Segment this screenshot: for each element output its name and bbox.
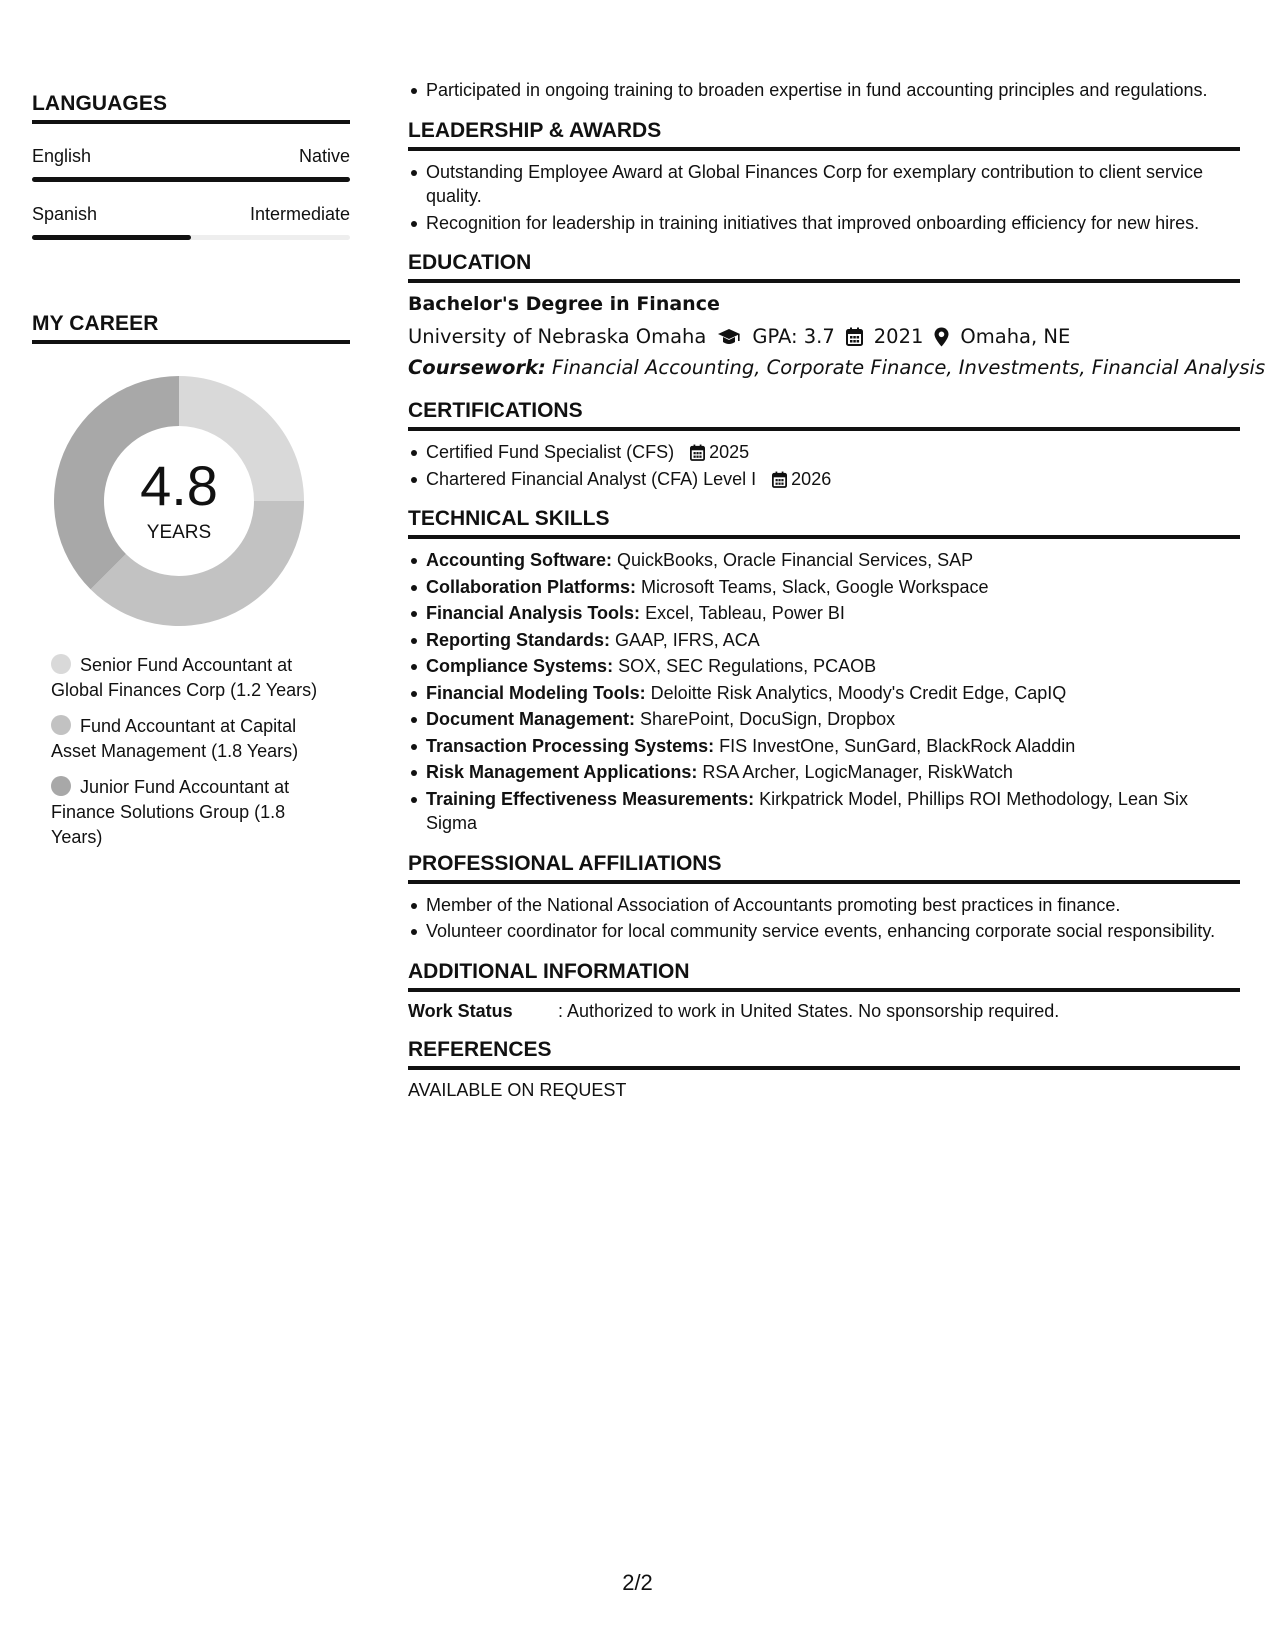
career-donut-chart bbox=[54, 376, 304, 626]
skill-value: GAAP, IFRS, ACA bbox=[610, 629, 760, 650]
skill-value: Kirkpatrick Model, Phillips ROI Methodology, Lean Six Sigma bbox=[426, 788, 1188, 833]
career-title: MY CAREER bbox=[32, 312, 350, 344]
education-section bbox=[408, 251, 1266, 379]
language-bar-fill bbox=[32, 235, 191, 240]
skill-label: Document Management: bbox=[426, 709, 636, 729]
certification-name: Certified Fund Specialist (CFS) bbox=[426, 442, 675, 462]
skill-label: Collaboration Platforms: bbox=[426, 576, 637, 597]
certifications-section bbox=[408, 399, 1240, 491]
skill-value: Deloitte Risk Analytics, Moody's Credit Edge, CapIQ bbox=[645, 682, 1067, 703]
certification-item bbox=[426, 440, 1240, 465]
skill-value: QuickBooks, Oracle Financial Services, SAP bbox=[612, 550, 974, 570]
skill-label: Risk Management Applications: bbox=[426, 762, 698, 782]
affiliations-title: PROFESSIONAL AFFILIATIONS bbox=[408, 852, 1240, 884]
certification-name: Chartered Financial Analyst (CFA) Level I bbox=[426, 468, 757, 489]
skill-value: RSA Archer, LogicManager, RiskWatch bbox=[697, 762, 1013, 782]
skill-value: Microsoft Teams, Slack, Google Workspace bbox=[636, 576, 989, 597]
list-item: Volunteer coordinator for local community service events, enhancing corporate social responsibility. bbox=[426, 919, 1240, 944]
career-legend-label: Junior Fund Accountant at Finance Solutions Group (1.8 Years) bbox=[51, 777, 290, 847]
work-status-row bbox=[408, 1001, 1240, 1022]
list-item: Outstanding Employee Award at Global Finances Corp for exemplary contribution to client service quality. bbox=[426, 160, 1240, 209]
page-indicator: 2/2 bbox=[622, 1570, 653, 1595]
education-details bbox=[408, 325, 1240, 348]
language-bar bbox=[32, 235, 350, 240]
certification-year: 2026 bbox=[791, 468, 832, 489]
skill-item bbox=[426, 575, 1240, 600]
list-item: Participated in ongoing training to broaden expertise in fund accounting principles and regulations. bbox=[426, 78, 1240, 103]
technical-skills-section bbox=[408, 507, 1240, 836]
references-title: REFERENCES bbox=[408, 1038, 1240, 1070]
skills-title: TECHNICAL SKILLS bbox=[408, 507, 1240, 539]
skill-item bbox=[426, 734, 1240, 759]
certification-item bbox=[426, 467, 1240, 492]
additional-info-title: ADDITIONAL INFORMATION bbox=[408, 960, 1240, 992]
career-legend bbox=[32, 653, 341, 850]
languages-title: LANGUAGES bbox=[32, 92, 350, 124]
leadership-section bbox=[408, 119, 1240, 236]
degree-name: Bachelor's Degree in Finance bbox=[408, 293, 720, 315]
coursework bbox=[408, 356, 1266, 379]
skill-item bbox=[426, 548, 1240, 573]
language-name: English bbox=[32, 146, 92, 166]
certification-year: 2025 bbox=[709, 442, 750, 462]
skill-label: Reporting Standards: bbox=[426, 629, 611, 650]
skill-label: Transaction Processing Systems: bbox=[426, 735, 715, 756]
list-item: Member of the National Association of Accountants promoting best practices in finance. bbox=[426, 893, 1240, 918]
career-legend-item bbox=[51, 653, 341, 703]
graduation-cap-icon bbox=[717, 328, 741, 346]
skill-item bbox=[426, 787, 1240, 836]
total-years-unit: YEARS bbox=[146, 522, 212, 543]
education-title: EDUCATION bbox=[408, 251, 1240, 283]
skill-item bbox=[426, 760, 1240, 785]
calendar-icon bbox=[846, 327, 863, 346]
legend-dot bbox=[51, 654, 71, 674]
skill-item bbox=[426, 628, 1240, 653]
skill-value: FIS InvestOne, SunGard, BlackRock Aladdin bbox=[714, 735, 1076, 756]
references-text: AVAILABLE ON REQUEST bbox=[408, 1079, 627, 1100]
school-name: University of Nebraska Omaha bbox=[408, 325, 707, 348]
language-bar-fill bbox=[32, 177, 350, 182]
references-section bbox=[408, 1038, 1240, 1101]
skill-label: Financial Modeling Tools: bbox=[426, 682, 646, 703]
language-level: Native bbox=[298, 146, 350, 166]
total-years-value: 4.8 bbox=[140, 454, 218, 517]
skill-item bbox=[426, 681, 1240, 706]
affiliations-section bbox=[408, 852, 1240, 944]
calendar-icon bbox=[690, 444, 705, 461]
skill-label: Accounting Software: bbox=[426, 550, 613, 570]
map-pin-icon bbox=[934, 327, 949, 347]
coursework-list: Financial Accounting, Corporate Finance, Investments, Financial Analysis bbox=[545, 356, 1266, 379]
career-legend-label: Fund Accountant at Capital Asset Management (1.8 Years) bbox=[51, 716, 299, 761]
work-status-label: Work Status bbox=[408, 1000, 513, 1021]
work-status-value: : Authorized to work in United States. No sponsorship required. bbox=[558, 1000, 1060, 1021]
calendar-icon bbox=[772, 471, 787, 488]
career-legend-item bbox=[51, 775, 341, 850]
career-legend-item bbox=[51, 714, 341, 764]
language-bar bbox=[32, 177, 350, 182]
coursework-label: Coursework: bbox=[408, 356, 546, 379]
sidebar bbox=[32, 92, 350, 861]
list-item: Recognition for leadership in training initiatives that improved onboarding efficiency for new hires. bbox=[426, 211, 1240, 236]
skill-value: Excel, Tableau, Power BI bbox=[640, 603, 845, 623]
career-section bbox=[32, 312, 350, 850]
skill-label: Financial Analysis Tools: bbox=[426, 603, 641, 623]
experience-continued-list bbox=[408, 78, 1240, 103]
skill-value: SOX, SEC Regulations, PCAOB bbox=[613, 656, 877, 676]
skill-item bbox=[426, 601, 1240, 626]
career-legend-label: Senior Fund Accountant at Global Finances Corp (1.2 Years) bbox=[51, 655, 318, 700]
language-item bbox=[32, 204, 350, 240]
leadership-title: LEADERSHIP & AWARDS bbox=[408, 119, 1240, 151]
skill-value: SharePoint, DocuSign, Dropbox bbox=[635, 709, 896, 729]
language-name: Spanish bbox=[32, 204, 98, 224]
skill-label: Training Effectiveness Measurements: bbox=[426, 788, 755, 809]
additional-info-section bbox=[408, 960, 1240, 1022]
skill-item bbox=[426, 707, 1240, 732]
skill-label: Compliance Systems: bbox=[426, 656, 614, 676]
language-level: Intermediate bbox=[249, 204, 350, 224]
certifications-title: CERTIFICATIONS bbox=[408, 399, 1240, 431]
main-content bbox=[408, 78, 1266, 1101]
language-item bbox=[32, 146, 350, 182]
legend-dot bbox=[51, 776, 71, 796]
gpa: GPA: 3.7 bbox=[752, 325, 835, 348]
skill-item bbox=[426, 654, 1240, 679]
education-location: Omaha, NE bbox=[960, 325, 1071, 348]
legend-dot bbox=[51, 715, 71, 735]
graduation-year: 2021 bbox=[873, 325, 924, 348]
